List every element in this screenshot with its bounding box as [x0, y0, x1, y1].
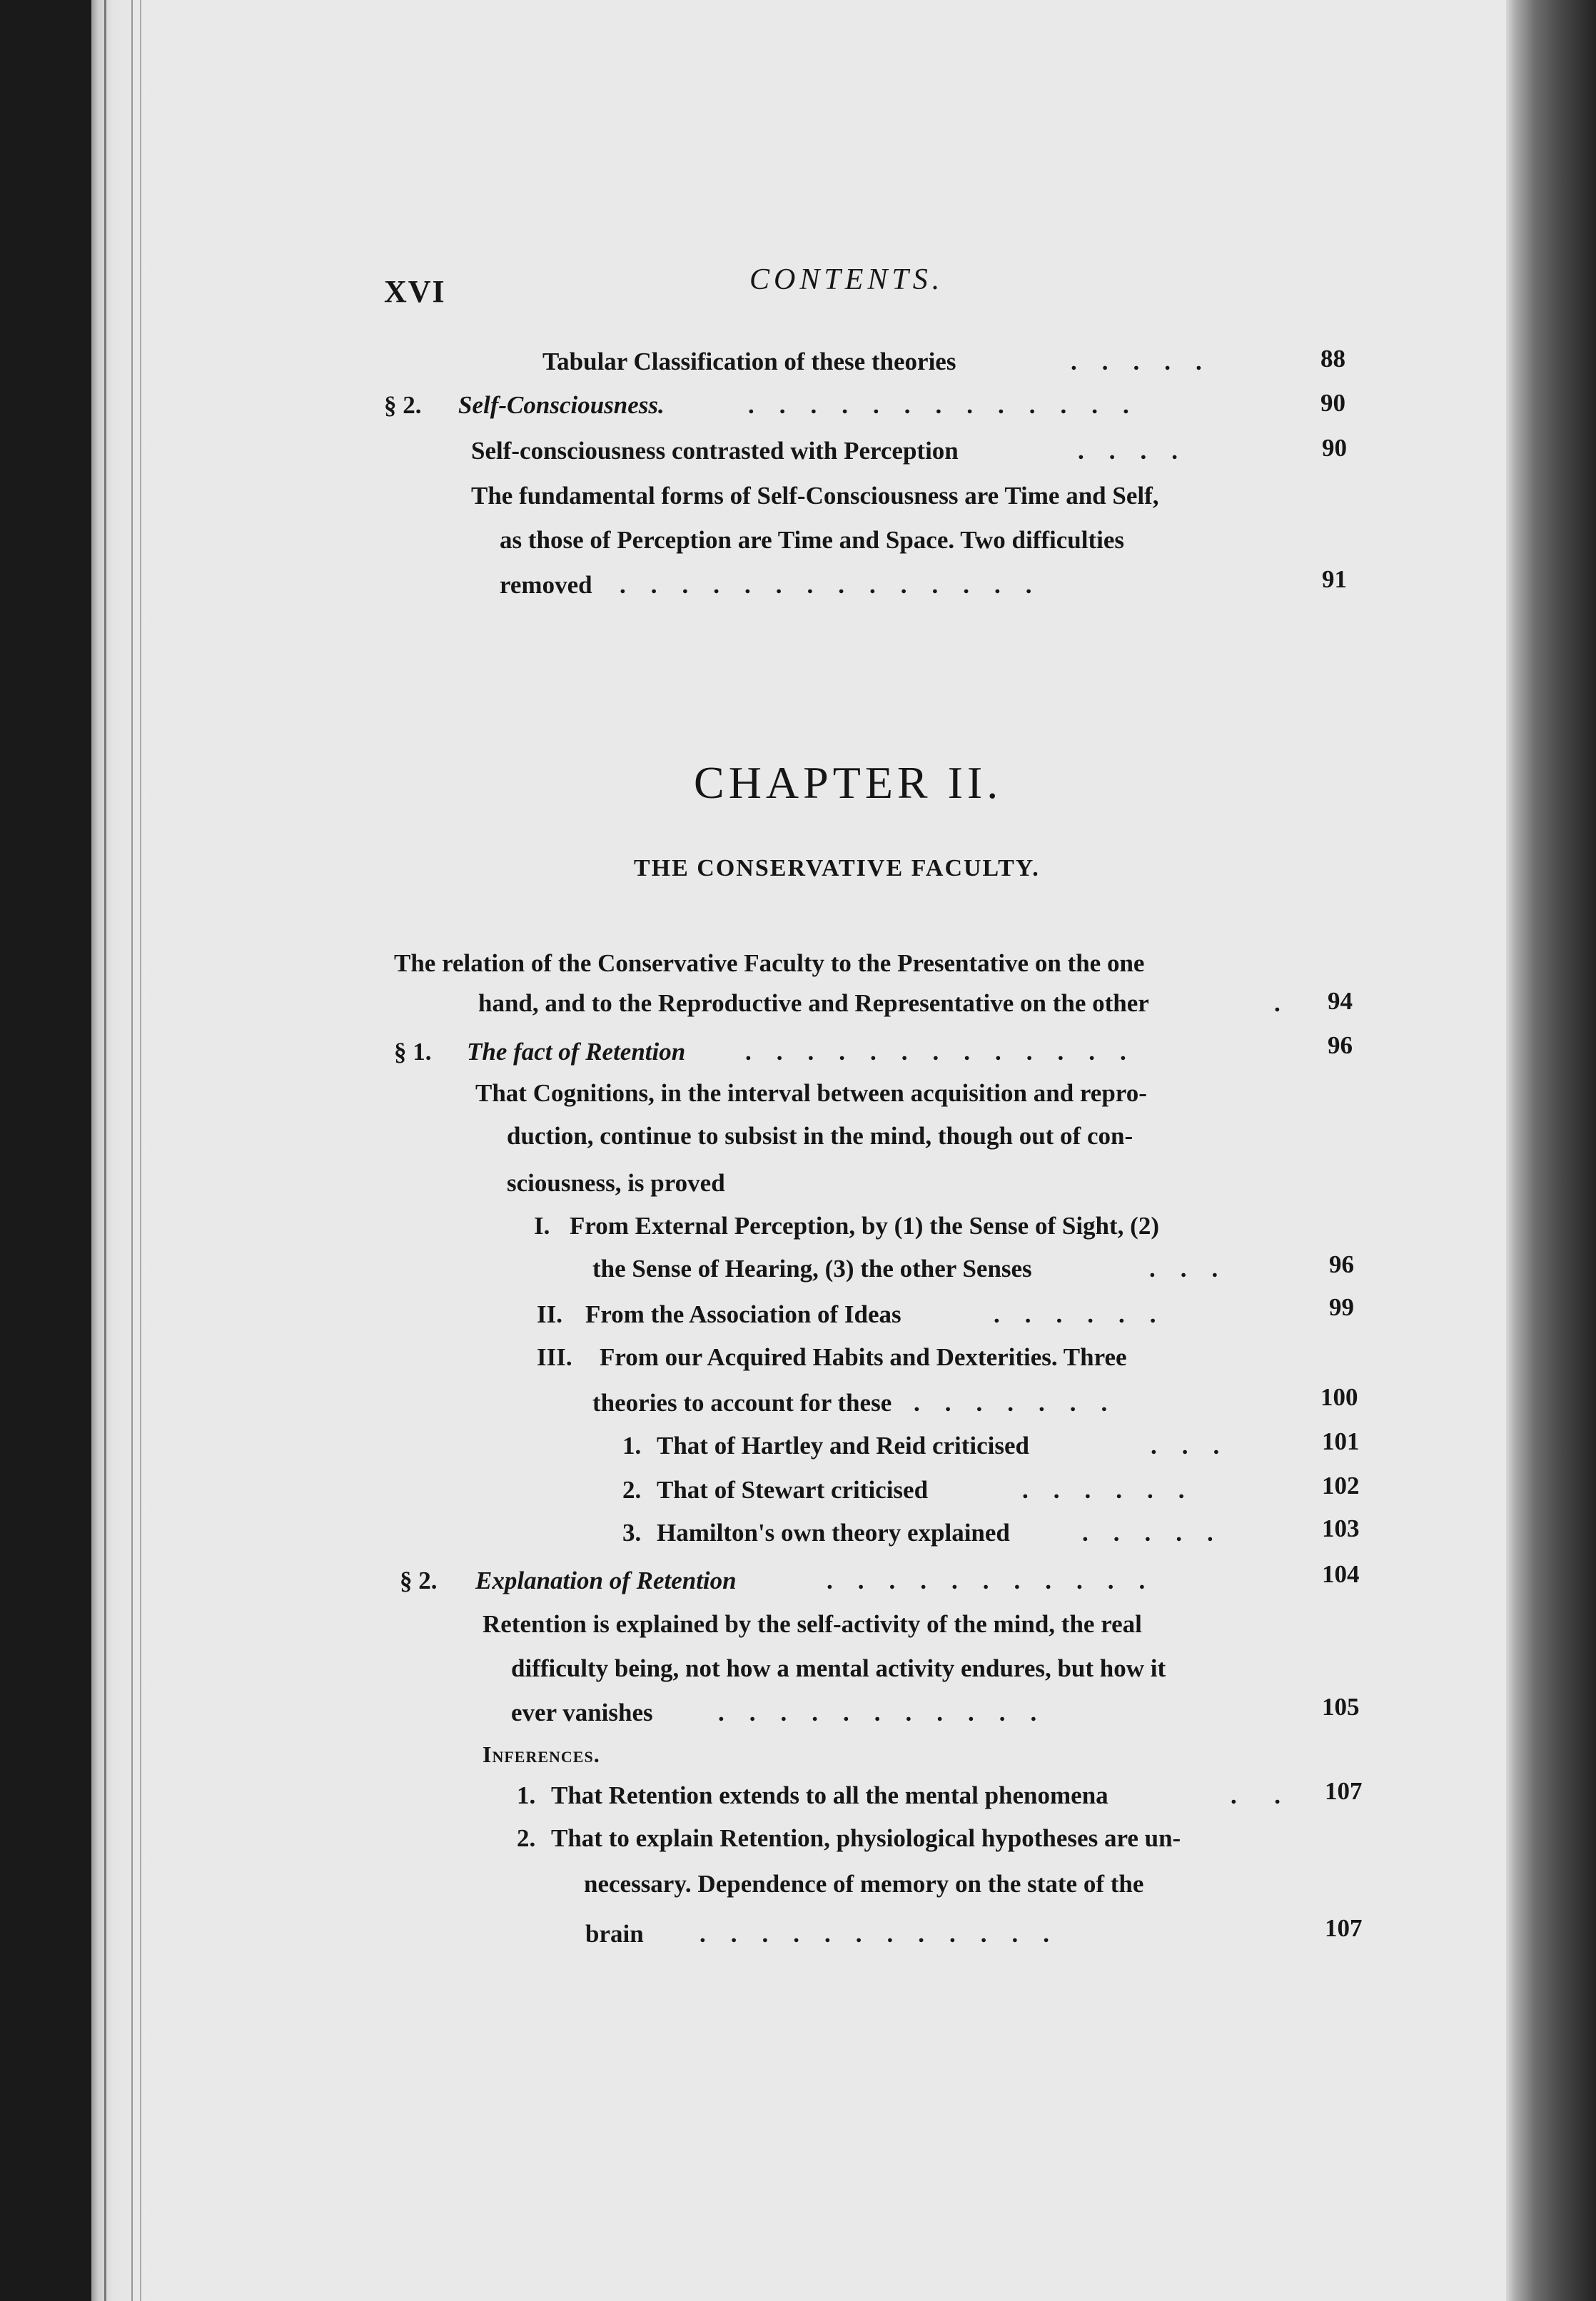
toc-page-number: 102 [1322, 1472, 1360, 1500]
toc-page-number: 105 [1322, 1693, 1360, 1721]
toc-entry-text: hand, and to the Reproductive and Representative on the other [478, 989, 1149, 1017]
toc-entry-text: Tabular Classification of these theories [542, 348, 956, 375]
inferences-heading: Inferences. [483, 1741, 600, 1767]
toc-page-number: 90 [1322, 434, 1347, 462]
page-edge-line [104, 0, 106, 2301]
toc-entry-text: That to explain Retention, physiological hypotheses are un- [551, 1824, 1181, 1852]
roman-numeral: I. [534, 1212, 550, 1240]
toc-entry-line: sciousness, is proved [507, 1169, 725, 1197]
toc-page-number: 107 [1325, 1914, 1363, 1942]
toc-page-number: 100 [1320, 1383, 1358, 1411]
dot-leaders: . . . . . . . . . . . [827, 1567, 1146, 1594]
toc-entry-text: removed [500, 571, 592, 599]
toc-entry-text: That of Hartley and Reid criticised [657, 1432, 1030, 1460]
dot-leaders: . . . . . . [994, 1300, 1156, 1328]
toc-entry-line: duction, continue to subsist in the mind, though out of con- [507, 1122, 1133, 1150]
toc-entry-text: From External Perception, by (1) the Sense of Sight, (2) [570, 1212, 1159, 1240]
chapter-heading: CHAPTER II. [694, 757, 1003, 808]
dot-leaders: . . . . . [1082, 1519, 1213, 1547]
toc-entry-text: brain [585, 1920, 644, 1948]
roman-numeral: III. [537, 1343, 572, 1371]
toc-entry-line: The fundamental forms of Self-Consciousness are Time and Self, [471, 482, 1159, 510]
toc-page-number: 104 [1322, 1560, 1360, 1588]
toc-page-number: 96 [1328, 1031, 1353, 1059]
dot-leaders: . . . . . . . . . . . [718, 1699, 1037, 1726]
section-title: The fact of Retention [467, 1038, 686, 1066]
toc-page-number: 91 [1322, 565, 1347, 593]
section-title: Self-Consciousness. [458, 391, 665, 419]
page-edge-line [140, 0, 141, 2301]
roman-numeral: II. [537, 1300, 562, 1328]
dot-leaders: . . . . . . . [914, 1389, 1108, 1417]
dot-leaders: . . . [1149, 1255, 1218, 1283]
toc-entry-line: necessary. Dependence of memory on the state of the [584, 1870, 1144, 1898]
toc-entry-text: That Retention extends to all the mental phenomena [551, 1781, 1108, 1809]
dot-leaders: . . . . . [1071, 348, 1202, 375]
dot-leaders: . . . . . . . . . . . . [699, 1920, 1049, 1948]
toc-entry-text: From our Acquired Habits and Dexterities. Three [600, 1343, 1127, 1371]
toc-page-number: 103 [1322, 1514, 1360, 1542]
toc-page-number: 107 [1325, 1777, 1363, 1805]
item-number: 3. [622, 1519, 642, 1547]
toc-entry-text: That of Stewart criticised [657, 1476, 929, 1504]
running-head-page-number: XVI [384, 274, 446, 309]
toc-entry-text: Self-consciousness contrasted with Perception [471, 437, 959, 465]
toc-entry-text: From the Association of Ideas [585, 1300, 901, 1328]
section-title: Explanation of Retention [475, 1567, 737, 1594]
toc-entry-text: ever vanishes [511, 1699, 653, 1726]
toc-entry-line: as those of Perception are Time and Space. Two difficulties [500, 526, 1124, 554]
toc-entry-line: difficulty being, not how a mental activity endures, but how it [511, 1654, 1166, 1682]
item-number: 2. [622, 1476, 642, 1504]
toc-entry-line: The relation of the Conservative Faculty to the Presentative on the one [394, 949, 1145, 977]
dot-leaders: . . . . . . . . . . . . . . [620, 571, 1032, 599]
section-number: § 2. [384, 391, 422, 419]
dot-leaders: . . [1231, 1781, 1281, 1809]
toc-page-number: 101 [1322, 1427, 1360, 1455]
toc-entry-text: theories to account for these [592, 1389, 892, 1417]
toc-entry-line: Retention is explained by the self-activity of the mind, the real [483, 1610, 1142, 1638]
dot-leaders: . . . . [1078, 437, 1178, 465]
item-number: 2. [517, 1824, 536, 1852]
dot-leaders: . . . [1151, 1432, 1220, 1460]
toc-page-number: 99 [1329, 1293, 1354, 1321]
toc-entry-text: the Sense of Hearing, (3) the other Senses [592, 1255, 1032, 1283]
book-page [91, 0, 1512, 2301]
toc-page-number: 88 [1320, 345, 1345, 373]
toc-entry-text: Hamilton's own theory explained [657, 1519, 1010, 1547]
item-number: 1. [622, 1432, 642, 1460]
dot-leaders: . . . . . . . . . . . . . [745, 1038, 1126, 1066]
dot-leaders: . [1274, 989, 1281, 1017]
page-edge-line [131, 0, 133, 2301]
toc-page-number: 90 [1320, 389, 1345, 417]
item-number: 1. [517, 1781, 536, 1809]
section-number: § 2. [400, 1567, 438, 1594]
toc-entry-line: That Cognitions, in the interval between acquisition and repro- [475, 1079, 1147, 1107]
toc-page-number: 96 [1329, 1250, 1354, 1278]
toc-page-number: 94 [1328, 987, 1353, 1015]
running-head-title: CONTENTS. [749, 263, 944, 296]
section-number: § 1. [394, 1038, 432, 1066]
dot-leaders: . . . . . . . . . . . . . [748, 391, 1129, 419]
dot-leaders: . . . . . . [1022, 1476, 1185, 1504]
page-right-shadow [1506, 0, 1596, 2301]
chapter-subtitle: THE CONSERVATIVE FACULTY. [634, 855, 1040, 881]
